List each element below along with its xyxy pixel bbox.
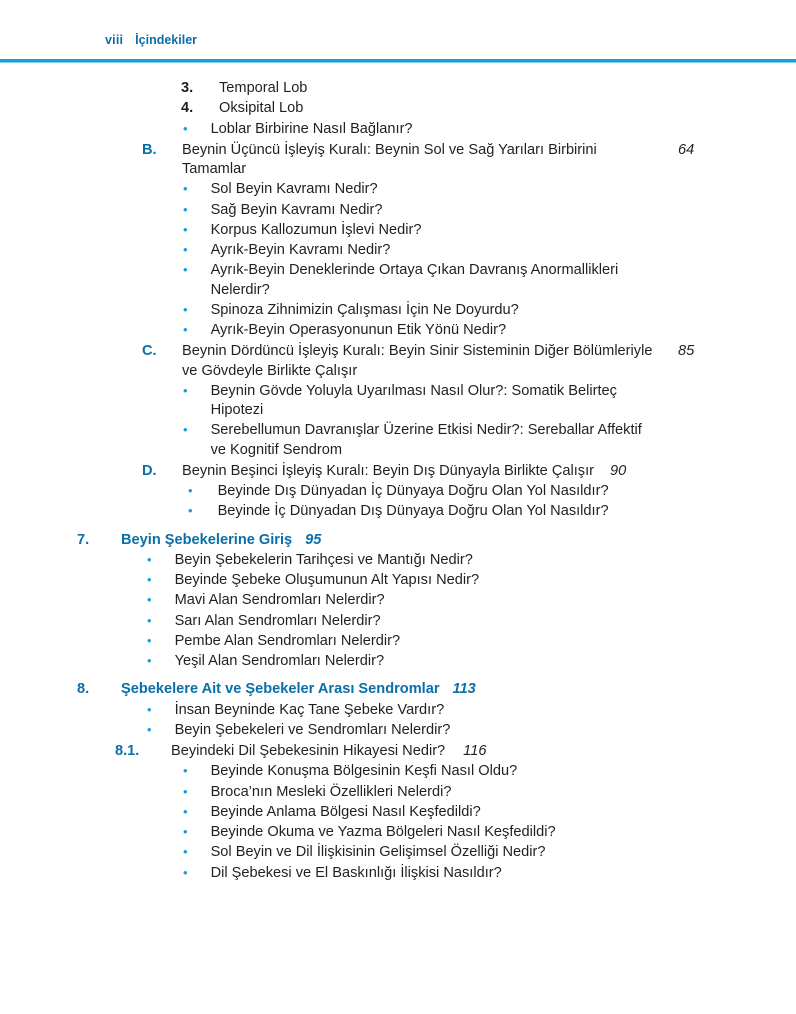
toc-entries: [0, 78, 796, 883]
bullet-icon: •: [183, 181, 188, 197]
toc-entry[interactable]: [0, 701, 796, 720]
toc-entry-number: 7.: [77, 531, 90, 548]
toc-entry-number: C.: [142, 343, 157, 360]
bullet-icon: •: [147, 572, 152, 587]
toc-entry-number: B.: [142, 141, 157, 158]
bullet-icon: •: [183, 301, 188, 317]
bullet-icon: •: [147, 701, 152, 717]
toc-entry[interactable]: [0, 382, 796, 421]
bullet-icon: •: [183, 201, 188, 217]
toc-entry-label: Sol Beyin ve Dil İlişkisinin Gelişimsel Özelliği Nedir?: [210, 844, 546, 861]
toc-entry[interactable]: [0, 421, 796, 460]
toc-entry[interactable]: [0, 99, 796, 118]
bullet-icon: •: [147, 592, 152, 608]
toc-entry-label: Temporal Lob: [219, 80, 308, 96]
toc-entry-number: 8.1.: [115, 743, 140, 759]
toc-entry[interactable]: [0, 721, 796, 740]
toc-entry-label: Beynin Üçüncü İşleyiş Kuralı: Beynin Sol ve Sağ Yarıları Birbirini Tamamlar: [182, 141, 597, 177]
toc-entry[interactable]: [0, 201, 796, 220]
bullet-icon: •: [183, 120, 188, 136]
toc-entry-page: 85: [678, 343, 695, 360]
toc-entry-label: Beynin Gövde Yoluyla Uyarılması Nasıl Olur?: Somatik Belirteç Hipotezi: [210, 382, 617, 418]
bullet-icon: •: [183, 242, 188, 257]
bullet-icon: •: [147, 632, 152, 648]
toc-entry-label: Beyinde Dış Dünyadan İç Dünyaya Doğru Olan Yol Nasıldır?: [217, 483, 609, 499]
toc-entry-label: Şebekelere Ait ve Şebekeler Arası Sendromlar: [121, 681, 440, 698]
bullet-icon: •: [183, 803, 188, 819]
toc-entry-label: Spinoza Zihnimizin Çalışması İçin Ne Doyurdu?: [210, 301, 519, 318]
toc-entry-label: Korpus Kallozumun İşlevi Nedir?: [210, 221, 422, 238]
bullet-icon: •: [183, 844, 188, 860]
toc-entry[interactable]: [0, 141, 796, 180]
toc-entry-page: 64: [678, 141, 695, 158]
toc-entry[interactable]: [0, 632, 796, 651]
bullet-icon: •: [183, 783, 188, 799]
toc-entry-page: 90: [610, 462, 627, 479]
toc-entry-label: Beynin Beşinci İşleyiş Kuralı: Beyin Dış Dünyayla Birlikte Çalışır: [182, 462, 595, 479]
toc-entry-label: Beynin Dördüncü İşleyiş Kuralı: Beyin Sinir Sisteminin Diğer Bölümleriyle ve Gövdeyle Birlikte Çalışır: [182, 343, 653, 379]
bullet-icon: •: [188, 503, 193, 519]
toc-entry-label: Ayrık-Beyin Deneklerinde Ortaya Çıkan Davranış Anormallikleri Nelerdir?: [210, 262, 619, 298]
toc-entry-label: Yeşil Alan Sendromları Nelerdir?: [174, 653, 385, 669]
toc-entry-label: İnsan Beyninde Kaç Tane Şebeke Vardır?: [174, 701, 445, 718]
toc-entry-label: Ayrık-Beyin Kavramı Nedir?: [210, 242, 391, 258]
toc-entry[interactable]: [0, 571, 796, 590]
toc-entry[interactable]: [0, 803, 796, 822]
bullet-icon: •: [188, 483, 193, 498]
bullet-icon: •: [183, 763, 188, 779]
toc-entry[interactable]: [0, 783, 796, 802]
toc-entry[interactable]: [0, 180, 796, 199]
toc-entry-number: 3.: [181, 80, 194, 96]
bullet-icon: •: [147, 653, 152, 668]
toc-entry-label: Serebellumun Davranışlar Üzerine Etkisi Nedir?: Sereballar Affektif ve Kognitif Sendrom: [210, 422, 642, 458]
toc-entry-number: 4.: [181, 100, 194, 117]
toc-entry-label: Ayrık-Beyin Operasyonunun Etik Yönü Nedir?: [210, 322, 507, 338]
header-rule-thin: [0, 62, 796, 63]
toc-entry-label: Beyinde İç Dünyadan Dış Dünyaya Doğru Olan Yol Nasıldır?: [217, 503, 609, 520]
toc-entry[interactable]: [0, 762, 796, 781]
bullet-icon: •: [183, 422, 188, 438]
toc-entry[interactable]: [0, 680, 796, 699]
toc-entry-label: Beyin Şebekeleri ve Sendromları Nelerdir?: [174, 721, 451, 738]
toc-entry-page: 113: [452, 681, 476, 698]
toc-entry-label: Beyinde Anlama Bölgesi Nasıl Keşfedildi?: [210, 803, 481, 820]
toc-entry[interactable]: [0, 823, 796, 842]
bullet-icon: •: [183, 382, 188, 398]
bullet-icon: •: [183, 262, 188, 278]
bullet-icon: •: [183, 824, 188, 839]
toc-entry[interactable]: [0, 79, 796, 98]
toc-entry-label: Beyindeki Dil Şebekesinin Hikayesi Nedir?: [171, 743, 446, 759]
bullet-icon: •: [183, 864, 188, 880]
page-header: [0, 33, 796, 63]
toc-entry-page: 95: [305, 531, 322, 548]
toc-entry-label: Beyin Şebekelerine Giriş: [121, 531, 293, 548]
bullet-icon: •: [183, 221, 188, 237]
toc-entry-label: Beyin Şebekelerin Tarihçesi ve Mantığı Nedir?: [174, 551, 473, 568]
toc-entry-label: Pembe Alan Sendromları Nelerdir?: [174, 632, 401, 649]
toc-entry[interactable]: [0, 221, 796, 240]
toc-entry-label: Mavi Alan Sendromları Nelerdir?: [174, 592, 385, 609]
toc-entry[interactable]: [0, 241, 796, 260]
toc-entry[interactable]: [0, 482, 796, 501]
toc-entry[interactable]: [0, 261, 796, 300]
toc-entry-number: D.: [142, 462, 157, 479]
bullet-icon: •: [183, 322, 188, 337]
toc-entry[interactable]: [0, 591, 796, 610]
toc-entry-label: Dil Şebekesi ve El Baskınlığı İlişkisi Nasıldır?: [210, 864, 502, 881]
toc-entry[interactable]: [0, 502, 796, 521]
toc-entry[interactable]: [0, 843, 796, 862]
bullet-icon: •: [147, 721, 152, 737]
toc-entry-label: Sol Beyin Kavramı Nedir?: [210, 181, 378, 198]
toc-entry[interactable]: [0, 551, 796, 570]
toc-entry[interactable]: [0, 342, 796, 381]
toc-entry-label: Sarı Alan Sendromları Nelerdir?: [174, 612, 381, 629]
toc-entry-label: Broca’nın Mesleki Özellikleri Nelerdi?: [210, 783, 452, 800]
toc-entry-label: Beyinde Okuma ve Yazma Bölgeleri Nasıl Keşfedildi?: [210, 824, 556, 840]
toc-entry[interactable]: [0, 301, 796, 320]
toc-entry[interactable]: [0, 742, 796, 761]
toc-entry[interactable]: [0, 864, 796, 883]
page-folio: viii: [105, 33, 124, 47]
toc-entry-label: Beyinde Şebeke Oluşumunun Alt Yapısı Nedir?: [174, 572, 480, 588]
toc-entry[interactable]: [0, 321, 796, 340]
toc-entry[interactable]: [0, 462, 796, 481]
toc-entry-label: Oksipital Lob: [219, 100, 304, 117]
toc-entry-page: 116: [463, 743, 487, 759]
toc-entry[interactable]: [0, 120, 796, 139]
bullet-icon: •: [147, 551, 152, 567]
toc-entry-label: Loblar Birbirine Nasıl Bağlanır?: [210, 120, 413, 137]
toc-entry-label: Sağ Beyin Kavramı Nedir?: [210, 201, 383, 218]
toc-entry[interactable]: [0, 652, 796, 671]
page-title: İçindekiler: [135, 33, 198, 47]
toc-entry[interactable]: [0, 531, 796, 550]
toc-entry[interactable]: [0, 612, 796, 631]
toc-entry-number: 8.: [77, 681, 90, 698]
page-header-text: [105, 33, 197, 47]
toc-entry-label: Beyinde Konuşma Bölgesinin Keşfi Nasıl Oldu?: [210, 763, 518, 780]
bullet-icon: •: [147, 612, 152, 628]
